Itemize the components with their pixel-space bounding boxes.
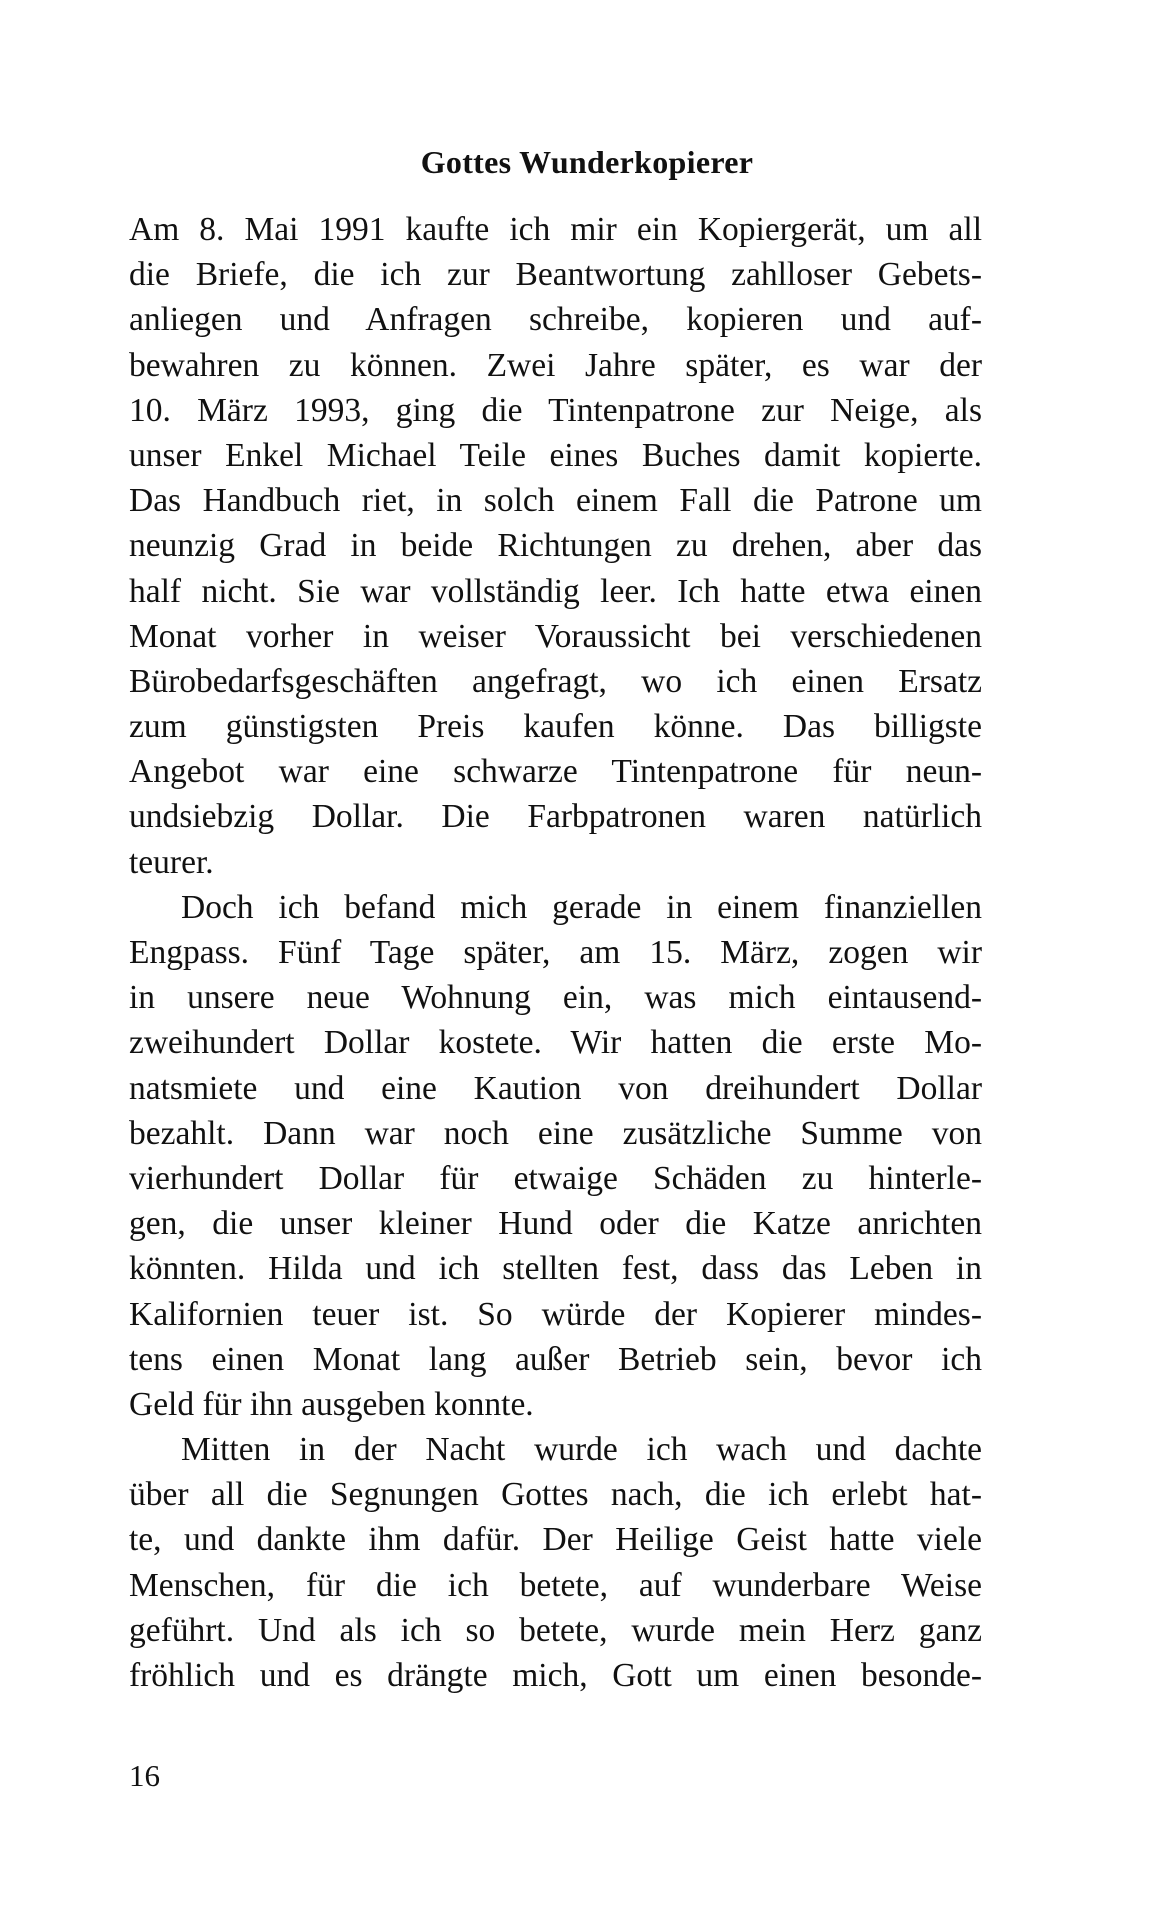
text-line: undsiebzig Dollar. Die Farbpatronen waren natürlich <box>129 798 982 836</box>
text-line: Angebot war eine schwarze Tintenpatrone für neun- <box>129 753 982 791</box>
page-number: 16 <box>129 1758 160 1793</box>
paragraph-2 <box>129 885 982 1427</box>
text-line: zweihundert Dollar kostete. Wir hatten die erste Mo- <box>129 1024 982 1062</box>
chapter-title: Gottes Wunderkopierer <box>420 144 754 180</box>
text-line: Monat vorher in weiser Voraussicht bei verschiedenen <box>129 617 982 655</box>
text-line: gen, die unser kleiner Hund oder die Katze anrichten <box>129 1205 982 1243</box>
text-line: geführt. Und als ich so betete, wurde mein Herz ganz <box>129 1611 982 1649</box>
text-line: in unsere neue Wohnung ein, was mich eintausend- <box>129 979 982 1017</box>
text-line: tens einen Monat lang außer Betrieb sein, bevor ich <box>129 1340 982 1378</box>
text-line: bezahlt. Dann war noch eine zusätzliche Summe von <box>129 1114 982 1152</box>
text-line: Kalifornien teuer ist. So würde der Kopierer mindes- <box>129 1295 982 1333</box>
text-line: Geld für ihn ausgeben konnte. <box>129 1385 534 1423</box>
text-line: natsmiete und eine Kaution von dreihundert Dollar <box>129 1069 982 1107</box>
text-line: bewahren zu können. Zwei Jahre später, es war der <box>129 346 982 384</box>
body-text <box>129 207 982 1698</box>
text-line: über all die Segnungen Gottes nach, die ich erlebt hat- <box>129 1476 982 1514</box>
paragraph-3 <box>129 1427 982 1698</box>
text-line: Doch ich befand mich gerade in einem finanziellen <box>181 888 982 926</box>
text-line: fröhlich und es drängte mich, Gott um einen besonde- <box>129 1657 982 1694</box>
text-line: Menschen, für die ich betete, auf wunderbare Weise <box>129 1566 982 1604</box>
text-line: Mitten in der Nacht wurde ich wach und dachte <box>181 1431 982 1469</box>
text-line: teurer. <box>129 843 214 881</box>
text-line: vierhundert Dollar für etwaige Schäden zu hinterle- <box>129 1159 982 1197</box>
text-line: 10. März 1993, ging die Tintenpatrone zur Neige, als <box>129 391 982 429</box>
text-line: neunzig Grad in beide Richtungen zu drehen, aber das <box>129 527 982 565</box>
paragraph-1 <box>129 207 982 885</box>
text-line: anliegen und Anfragen schreibe, kopieren und auf- <box>129 301 982 339</box>
text-line: Am 8. Mai 1991 kaufte ich mir ein Kopiergerät, um all <box>129 211 982 248</box>
text-line: half nicht. Sie war vollständig leer. Ich hatte etwa einen <box>129 572 982 610</box>
text-line: Bürobedarfsgeschäften angefragt, wo ich einen Ersatz <box>129 662 982 700</box>
text-line: die Briefe, die ich zur Beantwortung zahlloser Gebets- <box>129 256 982 294</box>
text-line: Engpass. Fünf Tage später, am 15. März, zogen wir <box>129 934 982 971</box>
text-line: zum günstigsten Preis kaufen könne. Das billigste <box>129 708 982 746</box>
text-line: te, und dankte ihm dafür. Der Heilige Geist hatte viele <box>129 1521 982 1559</box>
text-line: unser Enkel Michael Teile eines Buches damit kopierte. <box>129 436 982 474</box>
text-line: könnten. Hilda und ich stellten fest, dass das Leben in <box>129 1250 982 1288</box>
text-line: Das Handbuch riet, in solch einem Fall die Patrone um <box>129 482 982 520</box>
